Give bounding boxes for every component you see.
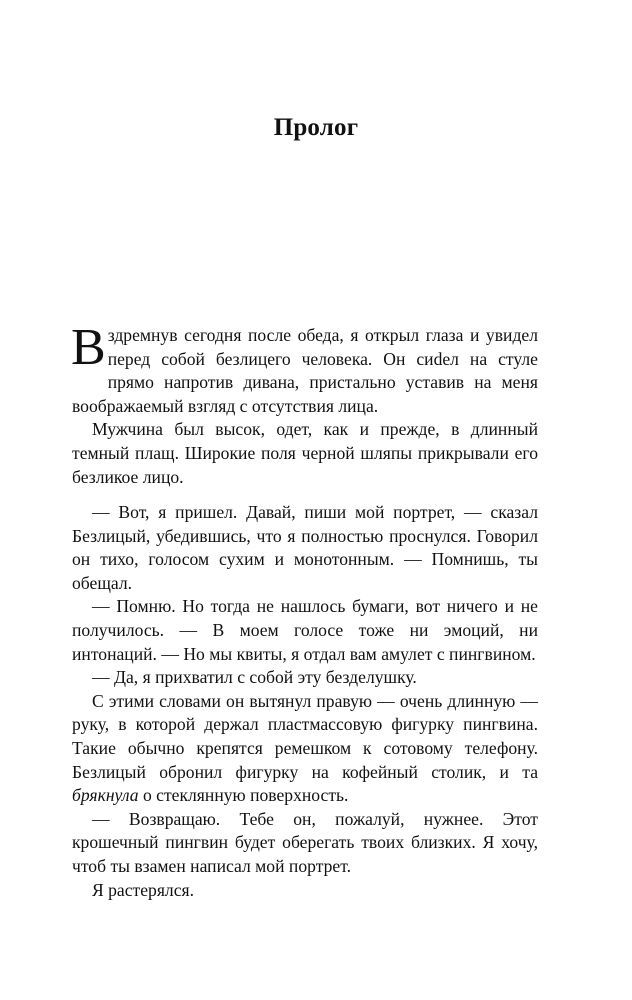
chapter-title: Пролог bbox=[273, 114, 359, 141]
paragraph-6-text-a: С этими словами он вытянул правую — очень длинную — руку, в которой держал пластмассовую фигурку пингвина. Такие обычно крепятся ремешком к сотовому телефону. Безлицый обронил фигурку на кофейный столик, и та bbox=[72, 690, 538, 782]
paragraph-2: Мужчина был высок, одет, как и прежде, в длинный темный плащ. Широкие поля черной шляпы прикрывали его безликое лицо. bbox=[72, 419, 538, 487]
text-block-dialogue bbox=[72, 501, 538, 902]
paragraph-5: — Да, я прихватил с собой эту безделушку. bbox=[92, 667, 417, 688]
paragraph-1-text: здремнув сегодня после обеда, я открыл глаза и увидел перед собой безлицего человека. Он сиdел на стуле прямо напротив дивана, пристально уставив на меня воображаемый взгляд с отсутствия лица. bbox=[72, 325, 538, 416]
text-block-opening bbox=[71, 319, 538, 489]
drop-cap: В bbox=[71, 319, 106, 376]
paragraph-1 bbox=[71, 319, 538, 418]
paragraph-6-emphasis: брякнула bbox=[72, 785, 139, 806]
paragraph-7: — Возвращаю. Тебе он, пожалуй, нужнее. Этот крошечный пингвин будет оберегать твоих близких. Я хочу, чтоб ты взамен написал мой портрет. bbox=[72, 808, 538, 876]
paragraph-6 bbox=[72, 690, 538, 808]
paragraph-4: — Помню. Но тогда не нашлось бумаги, вот ничего и не получилось. — В моем голосе тоже ни эмоций, ни интонаций. — Но мы квиты, я отдал вам амулет с пингвином. bbox=[72, 596, 538, 664]
paragraph-3: — Вот, я пришел. Давай, пиши мой портрет, — сказал Безлицый, убедившись, что я полностью проснулся. Говорил он тихо, голосом сухим и монотонным. — Помнишь, ты обещал. bbox=[72, 502, 538, 593]
paragraph-6-text-b: о стеклянную поверхность. bbox=[138, 785, 349, 806]
paragraph-8: Я растерялся. bbox=[92, 879, 195, 900]
